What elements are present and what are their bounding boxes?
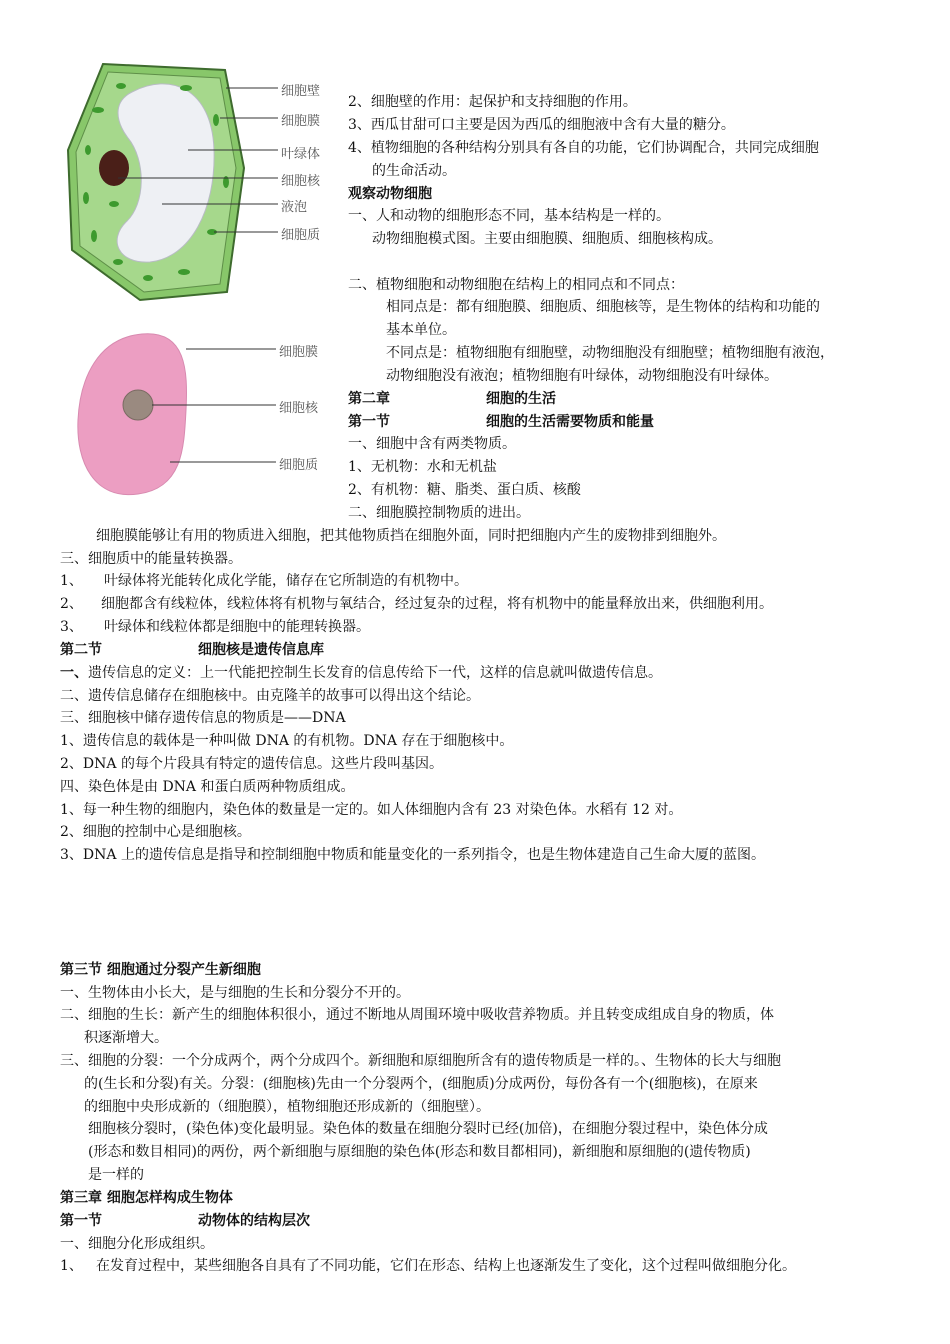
text-line: 3、DNA 上的遗传信息是指导和控制细胞中物质和能量变化的一系列指令，也是生物体建造自己生命大厦的蓝图。	[60, 847, 765, 863]
label-cytoplasm: 细胞质	[281, 228, 321, 243]
text-line: 是一样的	[88, 1167, 144, 1183]
text-line: 4、植物细胞的各种结构分别具有各自的功能，它们协调配合，共同完成细胞	[348, 140, 819, 156]
text-line: 2、DNA 的每个片段具有特定的遗传信息。这些片段叫基因。	[60, 756, 443, 772]
text-line: 1、无机物：水和无机盐	[348, 459, 497, 475]
section-number: 第一节	[60, 1213, 102, 1229]
chapter-title: 第三章 细胞怎样构成生物体	[60, 1190, 233, 1206]
text-line: 一、细胞中含有两类物质。	[348, 436, 516, 452]
text-line: 动物细胞没有液泡；植物细胞有叶绿体，动物细胞没有叶绿体。	[386, 368, 778, 384]
section-title: 第三节 细胞通过分裂产生新细胞	[60, 962, 261, 978]
chapter-title: 细胞的生活	[486, 391, 556, 407]
text-line: 1、每一种生物的细胞内，染色体的数量是一定的。如人体细胞内含有 23 对染色体。水稻有 12 对。	[60, 802, 683, 818]
chloroplast	[109, 201, 119, 207]
text-line: 的细胞中央形成新的（细胞膜），植物细胞还形成新的（细胞壁）。	[84, 1099, 490, 1115]
label-animal-cell-nucleus: 细胞核	[279, 401, 319, 416]
chloroplast	[92, 107, 104, 113]
text-line: 一、生物体由小长大，是与细胞的生长和分裂分不开的。	[60, 985, 410, 1001]
list-item: 1、 叶绿体将光能转化成化学能，储存在它所制造的有机物中。	[60, 573, 468, 589]
section-number: 第一节	[348, 414, 390, 430]
text-line: 基本单位。	[386, 322, 456, 338]
text-line: 三、细胞质中的能量转换器。	[60, 551, 242, 567]
chloroplast	[178, 269, 190, 275]
label-nucleus: 细胞核	[281, 174, 321, 189]
list-item: 1、 在发育过程中，某些细胞各自具有了不同功能，它们在形态、结构上也逐渐发生了变化，这个过程叫做细胞分化。	[60, 1258, 796, 1274]
label-animal-cell-cytoplasm: 细胞质	[279, 458, 319, 473]
list-item: 2、 细胞都含有线粒体，线粒体将有机物与氧结合，经过复杂的过程，将有机物中的能量释放出来，供细胞利用。	[60, 596, 773, 612]
text-line: 三、细胞的分裂：一个分成两个，两个分成四个。新细胞和原细胞所含有的遗传物质是一样的。、生物体的长大与细胞	[60, 1053, 781, 1069]
plant-cell-nucleus	[99, 150, 129, 186]
text-line: 1、遗传信息的载体是一种叫做 DNA 的有机物。DNA 存在于细胞核中。	[60, 733, 514, 749]
plant-cell-diagram	[68, 64, 278, 300]
text-line: 3、西瓜甘甜可口主要是因为西瓜的细胞液中含有大量的糖分。	[348, 117, 735, 133]
chloroplast	[213, 114, 219, 126]
text-line: 2、有机物：糖、脂类、蛋白质、核酸	[348, 482, 581, 498]
chloroplast	[116, 83, 126, 89]
label-cell-wall: 细胞壁	[281, 84, 321, 99]
text-line: 二、细胞的生长：新产生的细胞体积很小，通过不断地从周围环境中吸收营养物质。并且转变成组成自身的物质，体	[60, 1007, 774, 1023]
list-item: 3、 叶绿体和线粒体都是细胞中的能理转换器。	[60, 619, 370, 635]
text-line: 的生命活动。	[372, 163, 456, 179]
animal-cell-nucleus	[123, 390, 153, 420]
chloroplast	[143, 275, 153, 281]
text-line: 一、细胞分化形成组织。	[60, 1236, 214, 1252]
text-line: 二、植物细胞和动物细胞在结构上的相同点和不同点：	[348, 277, 684, 293]
text-line: 二、遗传信息储存在细胞核中。由克隆羊的故事可以得出这个结论。	[60, 688, 480, 704]
text-line: 二、细胞膜控制物质的进出。	[348, 505, 530, 521]
text-line: 一、人和动物的细胞形态不同，基本结构是一样的。	[348, 208, 670, 224]
section-title: 动物体的结构层次	[198, 1213, 310, 1229]
section-title: 细胞核是遗传信息库	[198, 642, 324, 658]
text-line: 四、染色体是由 DNA 和蛋白质两种物质组成。	[60, 779, 355, 795]
text-line: 动物细胞模式图。主要由细胞膜、细胞质、细胞核构成。	[372, 231, 722, 247]
chapter-number: 第二章	[348, 391, 390, 407]
chloroplast	[180, 85, 192, 91]
text-line: (形态和数目相同)的两份，两个新细胞与原细胞的染色体(形态和数目都相同)，新细胞和原细胞的(遗传物质)	[88, 1144, 751, 1160]
chloroplast	[91, 230, 97, 242]
chloroplast	[83, 192, 89, 204]
text-line: 相同点是：都有细胞膜、细胞质、细胞核等，是生物体的结构和功能的	[386, 299, 820, 315]
text-line: 不同点是：植物细胞有细胞壁，动物细胞没有细胞壁；植物细胞有液泡，	[386, 345, 834, 361]
label-animal-cell-membrane: 细胞膜	[279, 345, 319, 360]
section-heading: 观察动物细胞	[348, 186, 432, 202]
text-line: 的(生长和分裂)有关。分裂：(细胞核)先由一个分裂两个，(细胞质)分成两份，每份各有一个(细胞核)，在原来	[84, 1076, 758, 1092]
label-chloroplast: 叶绿体	[281, 147, 321, 162]
label-vacuole: 液泡	[281, 200, 308, 215]
text-line: 一、遗传信息的定义：上一代能把控制生长发育的信息传给下一代，这样的信息就叫做遗传信息。	[60, 665, 662, 681]
text-line: 2、细胞壁的作用：起保护和支持细胞的作用。	[348, 94, 637, 110]
chloroplast	[85, 145, 91, 155]
text-line: 细胞膜能够让有用的物质进入细胞，把其他物质挡在细胞外面，同时把细胞内产生的废物排到细胞外。	[96, 528, 726, 544]
text-line: 三、细胞核中储存遗传信息的物质是——DNA	[60, 710, 346, 726]
text-line: 细胞核分裂时，(染色体)变化最明显。染色体的数量在细胞分裂时已经(加倍)，在细胞分裂过程中，染色体分成	[88, 1121, 768, 1137]
label-cell-membrane: 细胞膜	[281, 114, 321, 129]
text-line: 积逐渐增大。	[84, 1030, 168, 1046]
section-title: 细胞的生活需要物质和能量	[486, 414, 654, 430]
section-number: 第二节	[60, 642, 102, 658]
chloroplast	[113, 259, 123, 265]
text-line: 2、细胞的控制中心是细胞核。	[60, 824, 251, 840]
animal-cell-diagram	[78, 334, 276, 495]
